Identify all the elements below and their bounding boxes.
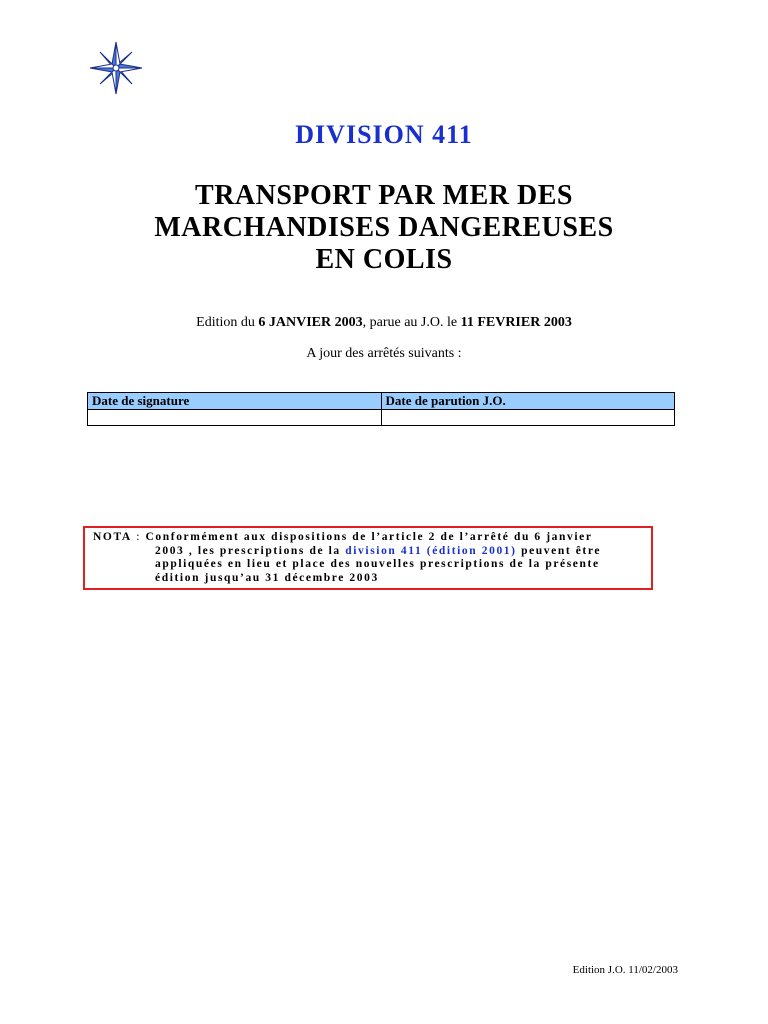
cell-date-signature — [88, 410, 382, 426]
cell-date-parution — [381, 410, 675, 426]
footer-edition: Edition J.O. 11/02/2003 — [572, 964, 678, 976]
table-row — [88, 410, 675, 426]
header-date-parution: Date de parution J.O. — [381, 393, 675, 410]
amendments-table — [87, 392, 675, 426]
division-411-link[interactable]: division 411 (édition 2001) — [345, 544, 517, 557]
document-title — [0, 180, 768, 276]
nota-text-2-end: peuvent être — [516, 544, 602, 557]
nota-sep: : — [131, 531, 146, 543]
nota-line-2 — [93, 545, 643, 559]
ajour-line: A jour des arrêtés suivants : — [306, 346, 462, 361]
edition-line — [0, 315, 768, 331]
compass-rose-icon — [88, 40, 144, 96]
nota-line-4: édition jusqu’au 31 décembre 2003 — [155, 571, 379, 584]
table-header-row — [88, 393, 675, 410]
jo-date: 11 FEVRIER 2003 — [460, 315, 572, 330]
edition-prefix: Edition du — [196, 315, 259, 330]
nota-text-1: Conformément aux dispositions de l’article 2 de l’arrêté du 6 janvier — [145, 531, 593, 543]
edition-date: 6 JANVIER 2003 — [258, 315, 363, 330]
header-date-signature: Date de signature — [88, 393, 382, 410]
nota-box — [83, 526, 653, 590]
nota-text-2-start: 2003 , les prescriptions de la — [155, 544, 346, 557]
nota-line-1 — [93, 531, 643, 545]
nota-label: NOTA — [93, 531, 132, 543]
title-line-3: EN COLIS — [315, 244, 453, 275]
title-line-1: TRANSPORT PAR MER DES — [195, 180, 573, 211]
title-line-2: MARCHANDISES DANGEREUSES — [154, 212, 614, 243]
nota-line-3: appliquées en lieu et place des nouvelles prescriptions de la présente — [155, 558, 600, 570]
division-title: DIVISION 411 — [295, 120, 473, 149]
edition-middle: , parue au J.O. le — [362, 315, 461, 330]
